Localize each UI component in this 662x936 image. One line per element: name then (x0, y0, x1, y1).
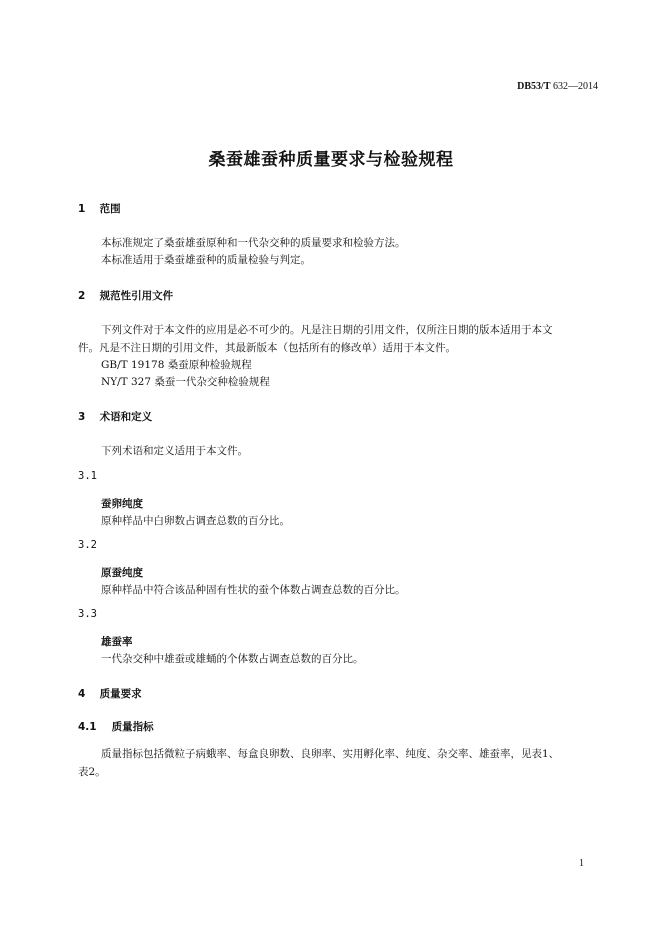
term-definition: 一代杂交种中雄蚕或雄蛹的个体数占调查总数的百分比。 (101, 653, 364, 665)
section-4-heading (78, 686, 142, 701)
term-name: 雄蚕率 (101, 636, 133, 648)
normative-reference: NY/T 327 桑蚕一代杂交种检验规程 (101, 376, 270, 388)
standard-code-header (517, 81, 598, 92)
section-1-heading (78, 201, 121, 216)
paragraph-line: 质量指标包括微粒子病蛾率、每盒良卵数、良卵率、实用孵化率、纯度、杂交率、雄蚕率，见表1、 (101, 748, 560, 760)
section-title: 规范性引用文件 (99, 290, 174, 302)
paragraph: 本标准规定了桑蚕雄蚕原种和一代杂交种的质量要求和检验方法。 (101, 237, 406, 249)
subsection-4-1-heading (78, 719, 154, 734)
subsection-title: 质量指标 (111, 721, 154, 733)
page-number: 1 (579, 858, 584, 869)
section-number: 1 (78, 203, 86, 215)
section-2-heading (78, 288, 173, 303)
term-definition: 原种样品中白卵数占调查总数的百分比。 (101, 515, 290, 527)
term-definition: 原种样品中符合该品种固有性状的蚕个体数占调查总数的百分比。 (101, 584, 406, 596)
paragraph-line: 表2。 (78, 766, 106, 778)
section-title: 质量要求 (99, 688, 142, 700)
section-title: 术语和定义 (99, 411, 153, 423)
paragraph: 下列术语和定义适用于本文件。 (101, 445, 248, 457)
section-number: 3 (78, 411, 86, 423)
paragraph-line: 件。凡是不注日期的引用文件，其最新版本（包括所有的修改单）适用于本文件。 (78, 342, 456, 354)
term-name: 蚕卵纯度 (101, 498, 143, 510)
normative-reference: GB/T 19178 桑蚕原种检验规程 (101, 359, 252, 371)
section-number: 4 (78, 688, 86, 700)
subsection-number: 4.1 (78, 721, 97, 733)
standard-number: 632—2014 (553, 81, 598, 92)
term-number: 3.2 (78, 539, 97, 551)
term-number: 3.3 (78, 608, 97, 620)
paragraph: 本标准适用于桑蚕雄蚕种的质量检验与判定。 (101, 254, 311, 266)
section-3-heading (78, 409, 152, 424)
section-title: 范围 (99, 203, 121, 215)
document-title: 桑蚕雄蚕种质量要求与检验规程 (208, 150, 454, 170)
section-number: 2 (78, 290, 86, 302)
paragraph-line: 下列文件对于本文件的应用是必不可少的。凡是注日期的引用文件，仅所注日期的版本适用于本文 (101, 324, 553, 336)
term-name: 原蚕纯度 (101, 567, 143, 579)
standard-code: DB53/T (517, 81, 551, 92)
term-number: 3.1 (78, 470, 97, 482)
